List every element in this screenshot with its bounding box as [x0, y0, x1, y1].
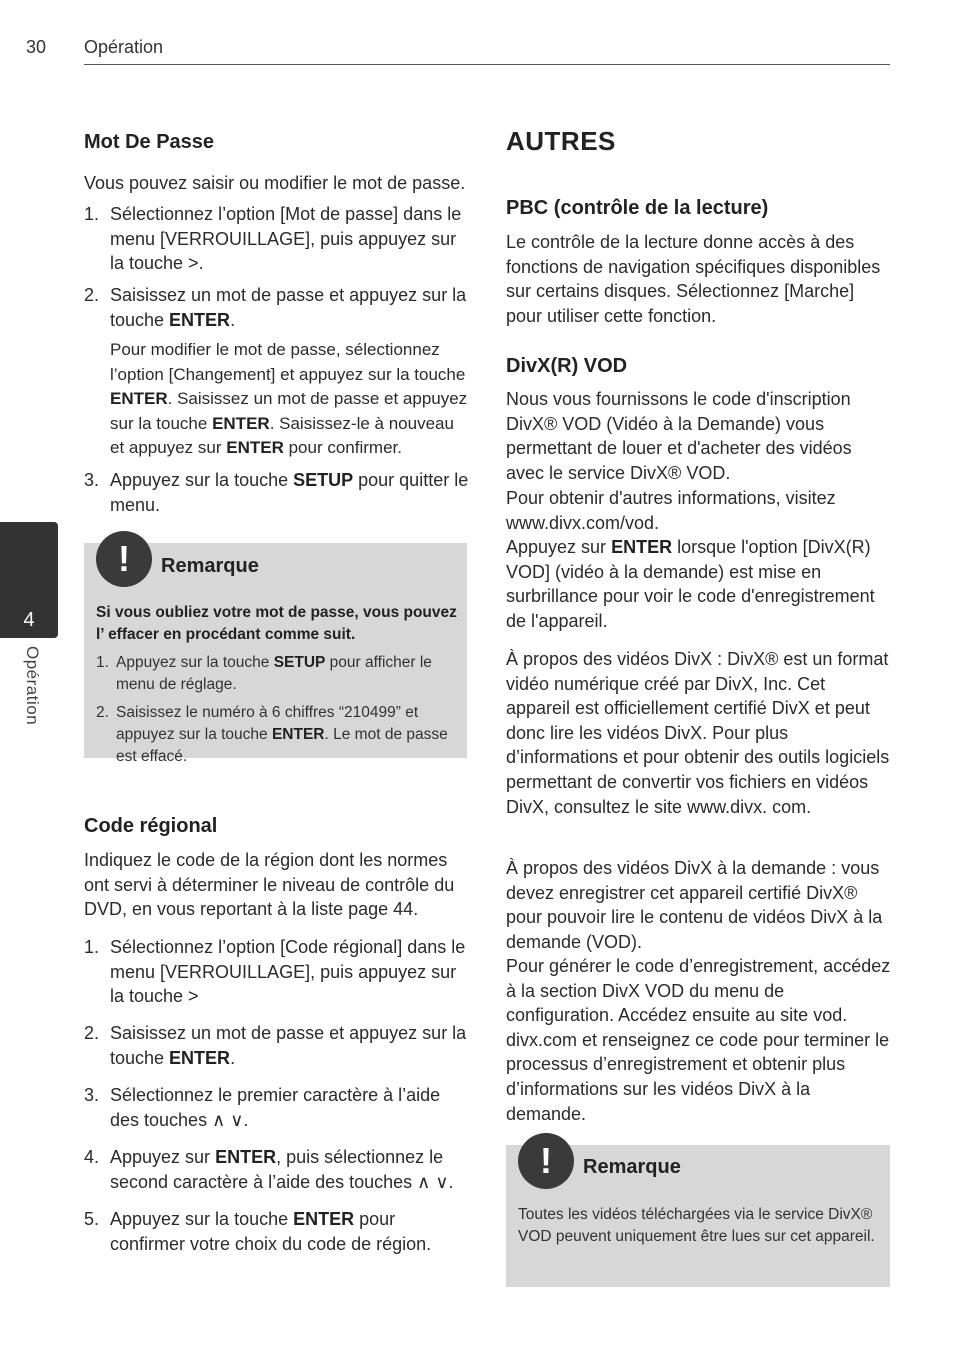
chapter-tab: [0, 522, 58, 638]
running-section-title: Opération: [84, 37, 164, 57]
step-text: Appuyez sur ENTER, puis sélectionnez le second caractère à l’aide des touches ∧ ∨.: [110, 1147, 454, 1192]
chapter-number: 4: [23, 609, 35, 631]
step-number: 3.: [84, 1085, 100, 1105]
pbc-heading: PBC (contrôle de la lecture): [506, 197, 769, 219]
page-number: 30: [26, 37, 47, 57]
divx-paragraph-3: Appuyez sur ENTER lorsque l'option [DivX(R) VOD] (vidéo à la demande) est mise en surbrillance pour voir le code d'enregistrement de l'appareil.: [506, 537, 875, 631]
step-text: Sélectionnez l’option [Code régional] dans le menu [VERROUILLAGE], puis appuyez sur la touche >: [110, 937, 466, 1007]
region-step-5: [84, 1207, 470, 1256]
step-text: Appuyez sur la touche ENTER pour confirmer votre choix du code de région.: [110, 1209, 432, 1254]
step-number: 2.: [84, 1023, 100, 1043]
note-title: Remarque: [583, 1156, 681, 1178]
password-change-instructions: Pour modifier le mot de passe, sélectionnez l’option [Changement] et appuyez sur la touche ENTER. Saisissez un mot de passe et appuyez sur la touche ENTER. Saisissez-le à nouveau et appuyez sur ENTER pour confirmer.: [110, 340, 468, 458]
note-bold-text: Si vous oubliez votre mot de passe, vous pouvez l’ effacer en procédant comme suit.: [96, 604, 457, 643]
divx-paragraph-5: À propos des vidéos DivX à la demande : vous devez enregistrer cet appareil certifié DivX® pour pouvoir lire le contenu de vidéos DivX à la demande (VOD).: [506, 858, 883, 952]
step-text: Sélectionnez le premier caractère à l’aide des touches ∧ ∨.: [110, 1085, 441, 1130]
note-title: Remarque: [161, 555, 259, 577]
pbc-text: Le contrôle de la lecture donne accès à des fonctions de navigation spécifiques disponibles sur certains disques. Sélectionnez [Marche] pour utiliser cette fonction.: [506, 232, 881, 326]
region-code-intro: Indiquez le code de la région dont les normes ont servi à déterminer le niveau de contrôle du DVD, en vous reportant à la liste page 44.: [84, 850, 455, 920]
region-step-2: [84, 1021, 470, 1070]
password-heading: Mot De Passe: [84, 131, 215, 153]
password-step-1: [84, 202, 470, 276]
divx-paragraph-1: Nous vous fournissons le code d'inscription DivX® VOD (Vidéo à la Demande) vous permettant de louer et d'acheter des vidéos avec le service DivX® VOD.: [506, 389, 852, 483]
divx-paragraph-6: Pour générer le code d’enregistrement, accédez à la section DivX VOD du menu de configuration. Accédez ensuite au site vod. divx.com et renseignez ce code pour terminer le processus d’enregistrement et obtenir plus d’informations sur les vidéos DivX à la demande.: [506, 956, 891, 1124]
divx-heading: DivX(R) VOD: [506, 355, 628, 377]
header-divider: [84, 64, 890, 65]
note-item-1: 1. Appuyez sur la touche SETUP pour afficher le menu de réglage.: [96, 654, 432, 693]
region-code-heading: Code régional: [84, 815, 218, 837]
step-text: Sélectionnez l’option [Mot de passe] dans le menu [VERROUILLAGE], puis appuyez sur la touche >.: [110, 204, 462, 274]
divx-paragraph-4: À propos des vidéos DivX : DivX® est un format vidéo numérique créé par DivX, Inc. Cet appareil est officiellement certifié DivX et peut donc lire les vidéos DivX. Pour plus d’informations et pour obtenir des outils logiciels permettant de convertir vos fichiers en vidéos DivX, consultez le site www.divx. com.: [506, 649, 890, 817]
region-step-3: [84, 1083, 470, 1132]
region-step-4: [84, 1145, 470, 1194]
step-number: 4.: [84, 1147, 100, 1167]
exclamation-icon: !: [96, 531, 152, 587]
page-header: [0, 0, 954, 70]
exclamation-icon: !: [518, 1133, 574, 1189]
step-number: 1.: [84, 204, 100, 224]
step-number: 1.: [84, 937, 100, 957]
password-note-box: [84, 538, 467, 765]
step-number: 3.: [84, 470, 100, 490]
password-step-2: [84, 283, 470, 332]
step-number: 5.: [84, 1209, 100, 1229]
step-number: 2.: [84, 285, 100, 305]
step-text: Appuyez sur la touche SETUP pour quitter le menu.: [110, 470, 469, 515]
step-text: Saisissez un mot de passe et appuyez sur la touche ENTER.: [110, 285, 467, 330]
divx-paragraph-2: Pour obtenir d'autres informations, visitez www.divx.com/vod.: [506, 488, 836, 533]
chapter-label: Opération: [23, 646, 42, 726]
divx-note-box: [506, 1140, 890, 1287]
note-item-2: 2. Saisissez le numéro à 6 chiffres “210499” et appuyez sur la touche ENTER. Le mot de passe est effacé.: [96, 704, 448, 765]
autres-heading: AUTRES: [506, 126, 616, 156]
note-text: Toutes les vidéos téléchargées via le service DivX® VOD peuvent uniquement être lues sur cet appareil.: [518, 1206, 875, 1245]
region-step-1: [84, 935, 470, 1009]
step-text: Saisissez un mot de passe et appuyez sur la touche ENTER.: [110, 1023, 467, 1068]
password-step-3: [84, 468, 470, 517]
password-intro: Vous pouvez saisir ou modifier le mot de passe.: [84, 173, 466, 193]
